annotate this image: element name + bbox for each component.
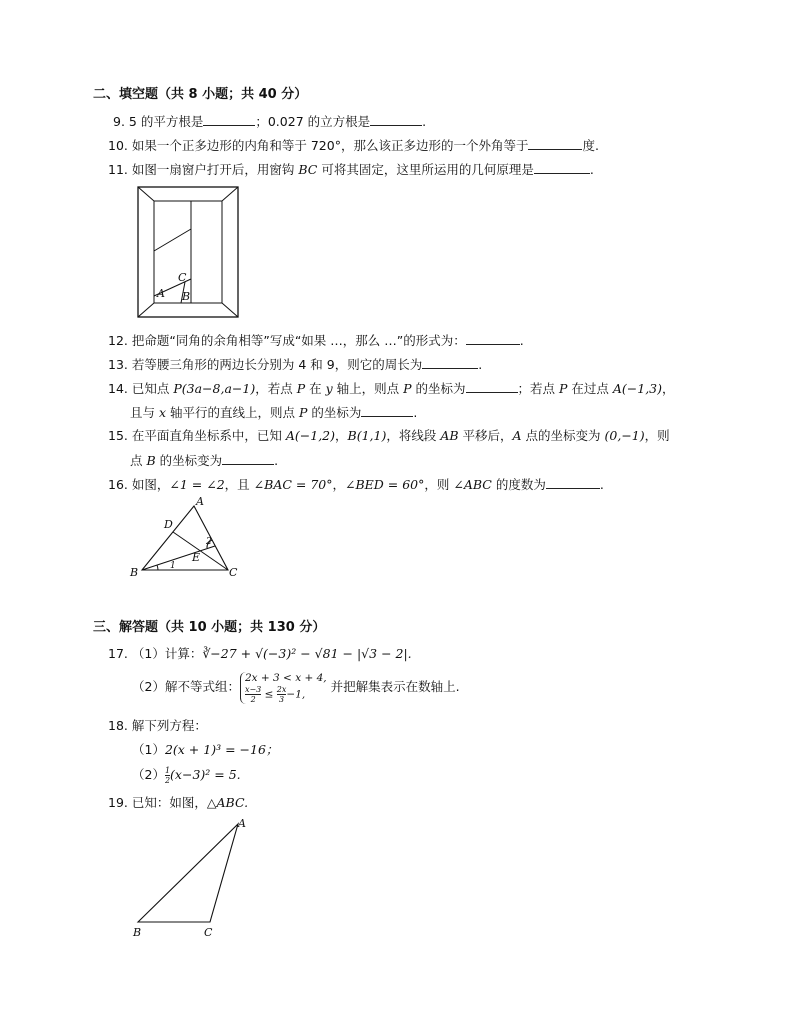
question-10: 10. 如果一个正多边形的内角和等于 720°，那么该正多边形的一个外角等于 度. xyxy=(108,138,599,153)
section-2-title: 二、填空题（共 8 小题；共 40 分） xyxy=(93,87,308,102)
answer-blank[interactable] xyxy=(466,332,520,345)
label-A: A xyxy=(196,496,204,508)
answer-blank[interactable] xyxy=(528,137,582,150)
triangle-figure-16 xyxy=(128,496,246,582)
question-18-part-2: （2） $\frac{1}{2}$ (x−3)² = 5. xyxy=(132,766,241,785)
question-18-part-1: （1）2(x + 1)³ = −16； xyxy=(132,742,279,757)
label-2: 2 xyxy=(206,537,212,547)
question-11: 11. 如图一扇窗户打开后，用窗钩 BC 可将其固定，这里所运用的几何原理是 . xyxy=(108,162,594,177)
inequality-system: 2x + 3 < x + 4, $\frac{x-3}{2}$ ≤ $\frac{2x}{3}$ −1, xyxy=(240,672,327,704)
answer-blank[interactable] xyxy=(534,161,590,174)
label-A: A xyxy=(157,287,165,300)
window-figure xyxy=(134,184,244,320)
answer-blank[interactable] xyxy=(466,380,518,393)
label-C: C xyxy=(204,926,213,939)
question-16: 16. 如图，∠1 = ∠2，且 ∠BAC = 70°，∠BED = 60°，则 ∠ABC 的度数为 . xyxy=(108,477,604,492)
question-18: 18. 解下列方程： xyxy=(108,718,207,733)
triangle-figure-19 xyxy=(128,814,258,944)
label-B: B xyxy=(130,566,139,579)
answer-blank[interactable] xyxy=(203,113,255,126)
question-9: 9. 5 的平方根是 ；0.027 的立方根是 . xyxy=(113,114,427,129)
answer-blank[interactable] xyxy=(546,476,600,489)
label-1: 1 xyxy=(170,561,176,571)
question-17-part-1: 17. （1）计算：∛−27 + √(−3)² − √81 − |√3 − 2|. xyxy=(108,646,412,661)
question-14-line-2: 且与 x 轴平行的直线上，则点 P 的坐标为 . xyxy=(130,405,418,420)
question-14-line-1: 14. 已知点 P(3a−8,a−1)，若点 P 在 y 轴上，则点 P 的坐标为 ；若点 P 在过点 A(−1,3)， xyxy=(108,381,675,396)
answer-blank[interactable] xyxy=(370,113,422,126)
label-E: E xyxy=(192,551,201,564)
label-B: B xyxy=(133,926,142,939)
label-A: A xyxy=(238,817,246,830)
question-13: 13. 若等腰三角形的两边长分别为 4 和 9，则它的周长为 . xyxy=(108,357,483,372)
label-D: D xyxy=(164,518,173,531)
question-15-line-2: 点 B 的坐标变为 . xyxy=(130,453,279,468)
answer-blank[interactable] xyxy=(361,404,413,417)
question-12: 12. 把命题“同角的余角相等”写成“如果 …，那么 …”的形式为： . xyxy=(108,333,524,348)
question-15-line-1: 15. 在平面直角坐标系中，已知 A(−1,2)，B(1,1)，将线段 AB 平移后，A 点的坐标变为 (0,−1)，则 xyxy=(108,428,670,443)
label-C: C xyxy=(229,566,238,579)
answer-blank[interactable] xyxy=(422,356,478,369)
label-B: B xyxy=(182,290,191,303)
label-C: C xyxy=(178,271,187,284)
question-19: 19. 已知：如图，△ABC. xyxy=(108,795,249,810)
section-3-title: 三、解答题（共 10 小题；共 130 分） xyxy=(93,620,326,635)
answer-blank[interactable] xyxy=(222,452,274,465)
question-17-part-2: （2）解不等式组：2x + 3 < x + 4, $\frac{x-3}{2}$ ≤ $\frac{2x}{3}$ −1, 并把解集表示在数轴上. xyxy=(132,671,460,704)
